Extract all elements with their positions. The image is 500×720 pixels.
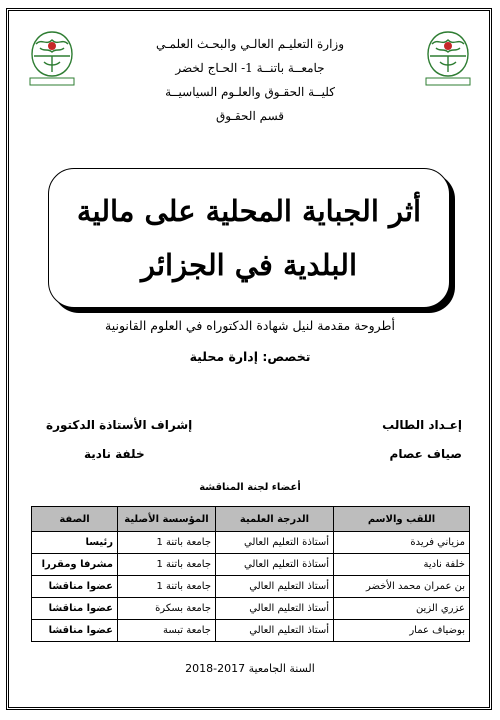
- supervisor-label: إشراف الأستاذة الدكتورة: [46, 418, 193, 432]
- specialization: تخصص: إدارة محلية: [189, 349, 311, 364]
- department-name: قسم الحقـوق: [215, 109, 285, 123]
- member-name: خلفة نادية: [334, 554, 470, 576]
- prepared-by-label: إعـداد الطالب: [382, 418, 462, 432]
- jury-table: [31, 506, 470, 642]
- table-row: [32, 620, 470, 642]
- member-rank: أستاذ التعليم العالي: [216, 576, 334, 598]
- column-header: اللقب والاسم: [334, 507, 470, 532]
- university-logo-icon: [418, 26, 478, 88]
- thesis-subtitle: أطروحة مقدمة لنيل شهادة الدكتوراه في العلوم القانونية: [105, 318, 395, 333]
- member-name: بوضياف عمار: [334, 620, 470, 642]
- faculty-name: كليــة الحقـوق والعلـوم السياسيــة: [165, 85, 335, 99]
- thesis-title-line-2: البلدية في الجزائر: [140, 248, 358, 282]
- institution-header: [110, 32, 390, 128]
- member-institution: جامعة بسكرة: [118, 598, 216, 620]
- student-name: صياف عصام: [389, 447, 462, 461]
- thesis-title-line-1: أثر الجباية المحلية على مالية: [76, 194, 422, 228]
- academic-year: السنة الجامعية 2017-2018: [185, 662, 315, 675]
- column-header: الصفة: [32, 507, 118, 532]
- column-header: الدرجة العلمية: [216, 507, 334, 532]
- member-institution: جامعة باتنة 1: [118, 554, 216, 576]
- member-rank: أستاذ التعليم العالي: [216, 598, 334, 620]
- thesis-title-box: [48, 168, 450, 308]
- table-row: [32, 598, 470, 620]
- member-name: مزياني فريدة: [334, 532, 470, 554]
- member-rank: أستاذة التعليم العالي: [216, 532, 334, 554]
- member-institution: جامعة تبسة: [118, 620, 216, 642]
- member-role: عضوا مناقشا: [32, 620, 118, 642]
- member-role: عضوا مناقشا: [32, 576, 118, 598]
- table-row: [32, 554, 470, 576]
- member-rank: أستاذة التعليم العالي: [216, 554, 334, 576]
- member-institution: جامعة باتنة 1: [118, 576, 216, 598]
- member-role: مشرفا ومقررا: [32, 554, 118, 576]
- member-role: رئيسا: [32, 532, 118, 554]
- member-institution: جامعة باتنة 1: [118, 532, 216, 554]
- member-rank: أستاذ التعليم العالي: [216, 620, 334, 642]
- table-row: [32, 532, 470, 554]
- member-role: عضوا مناقشا: [32, 598, 118, 620]
- supervisor-name: خلفة نادية: [84, 447, 145, 461]
- table-header-row: [32, 507, 470, 532]
- column-header: المؤسسة الأصلية: [118, 507, 216, 532]
- committee-title: أعضاء لجنة المناقشة: [199, 482, 301, 493]
- member-name: عزري الزين: [334, 598, 470, 620]
- university-name: جامعــة باتنــة 1- الحـاج لخضر: [175, 61, 325, 75]
- member-name: بن عمران محمد الأخضر: [334, 576, 470, 598]
- ministry-name: وزارة التعليـم العالـي والبحـث العلمـي: [155, 37, 345, 51]
- table-row: [32, 576, 470, 598]
- university-logo-icon: [22, 26, 82, 88]
